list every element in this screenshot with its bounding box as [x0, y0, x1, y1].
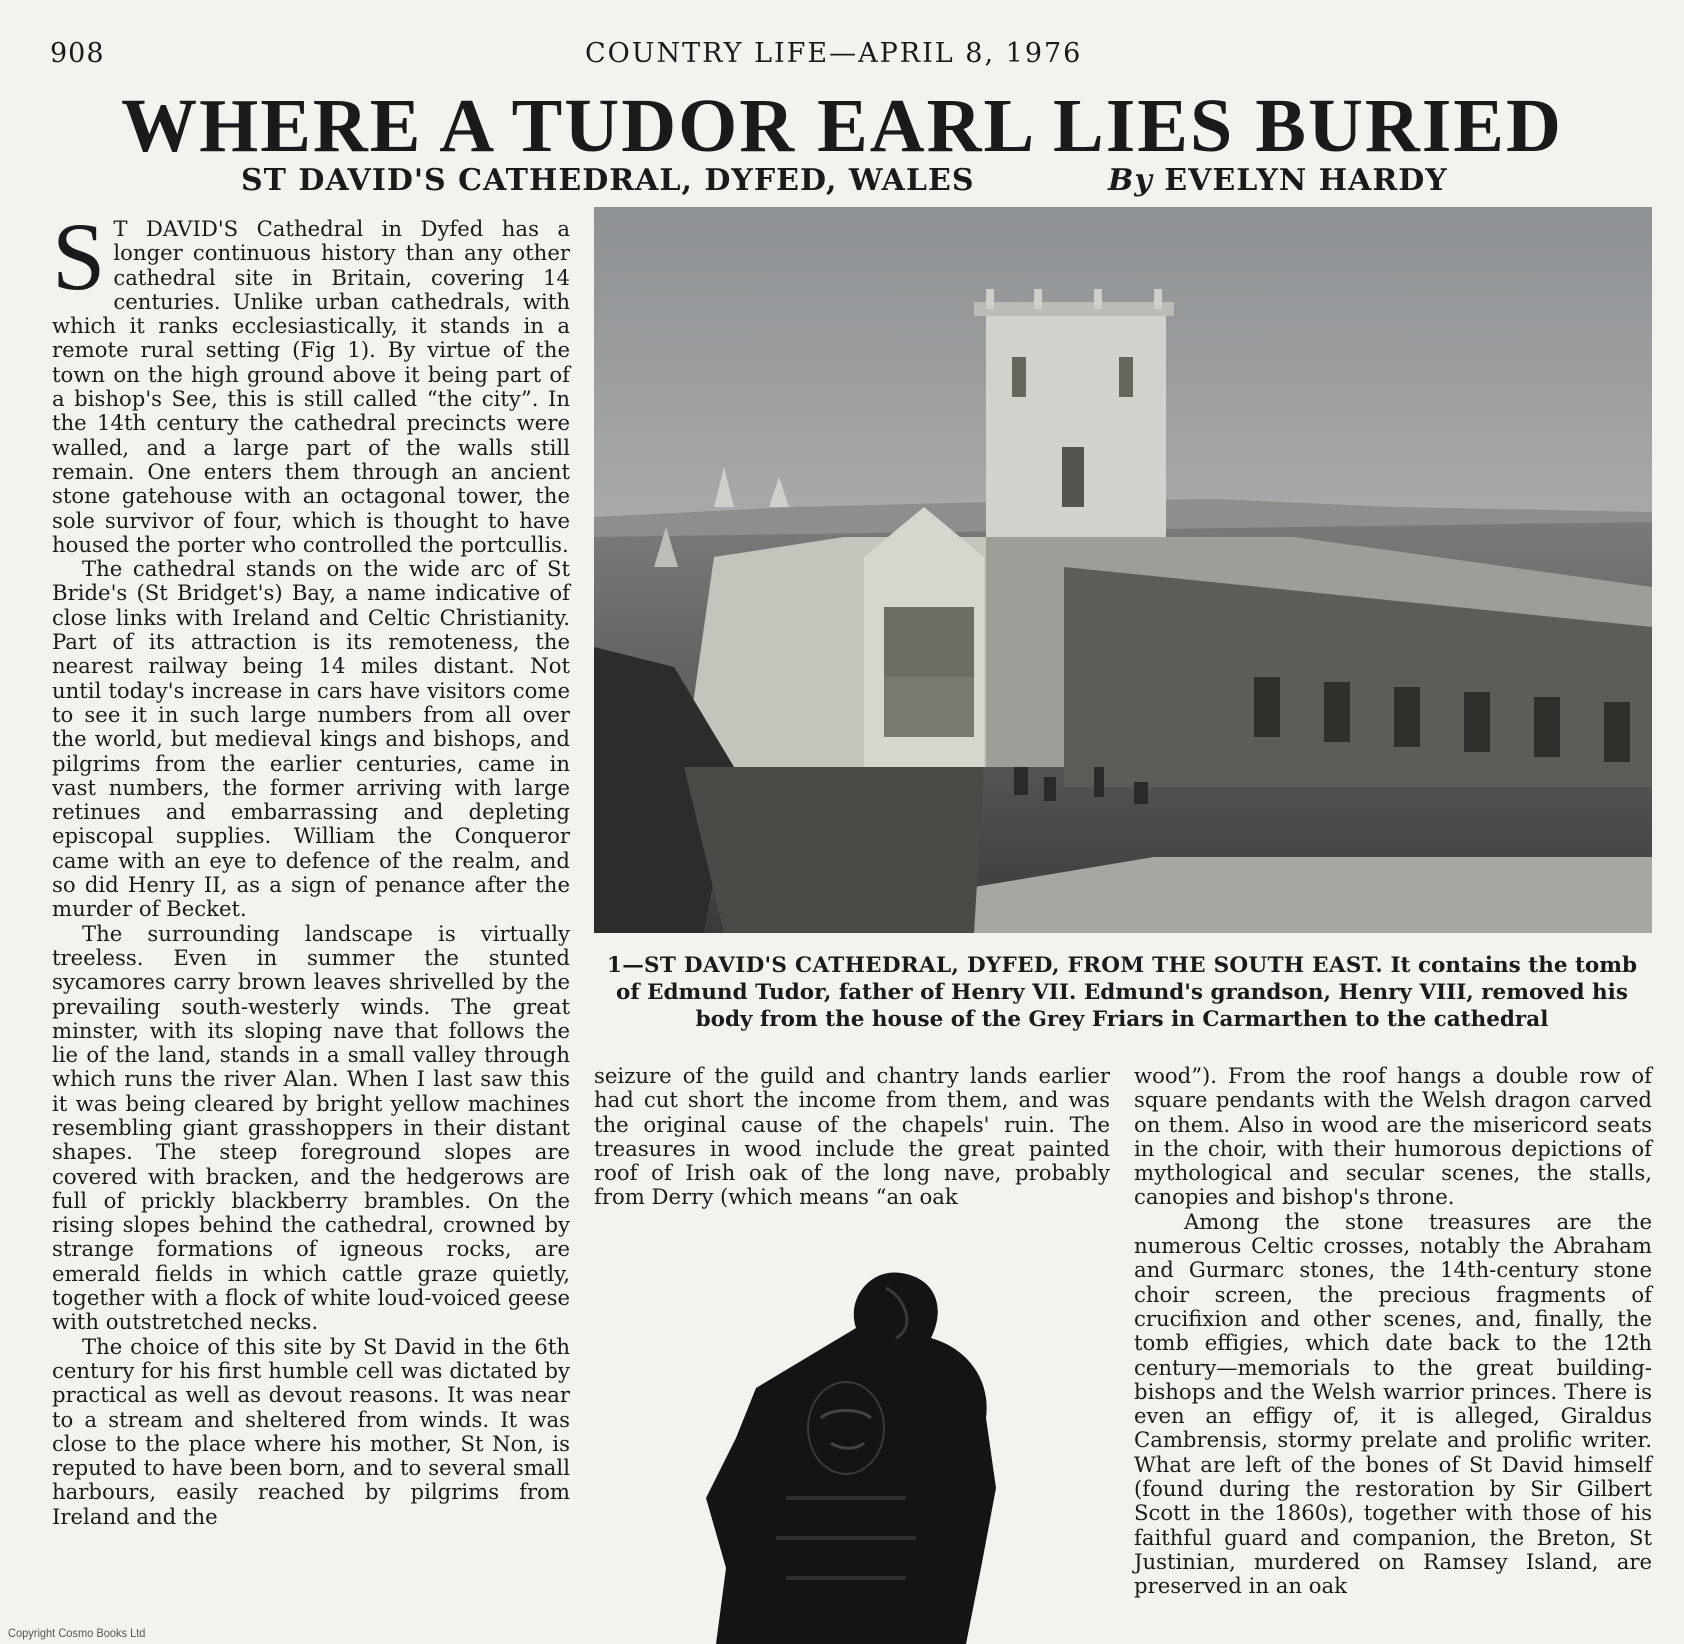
cathedral-photo — [594, 207, 1652, 933]
byline-author: EVELYN HARDY — [1164, 163, 1448, 198]
cathedral-illustration — [594, 207, 1652, 933]
drop-cap: S — [52, 203, 106, 310]
copyright-watermark: Copyright Cosmo Books Ltd — [8, 1626, 146, 1640]
paragraph — [52, 203, 570, 557]
byline — [1108, 163, 1448, 198]
paragraph-text: T DAVID'S Cathedral in Dyfed has a longer continuous history than any other cathedral site in Britain, covering 14 centuries. Unlike urban cathedrals, with which it ranks ecclesiastically, it stands in a remote rural setting (Fig 1). By virtue of the town on the high ground above it being part of a bishop's See, this is still called “the city”. In the 14th century the cathedral precincts were walled, and a large part of the walls still remain. One enters them through an ancient stone gatehouse with an octagonal tower, the sole survivor of four, which is thought to have housed the porter who controlled the portcullis. — [52, 216, 570, 557]
caption-lead: 1—ST DAVID'S CATHEDRAL, DYFED, FROM THE SOUTH EAST. — [606, 953, 1383, 978]
paragraph: The cathedral stands on the wide arc of St Bride's (St Bridget's) Bay, a name indicative of close links with Ireland and Celtic Christianity. Part of its attraction is its remoteness, the nearest railway being 14 miles distant. Not until today's increase in cars have visitors come to see it in such large numbers from all over the world, but medieval kings and bishops, and pilgrims from the earlier centuries, came in vast numbers, the former arriving with large retinues and embarrassing and depleting episcopal supplies. William the Conqueror came with an eye to defence of the realm, and so did Henry II, as a sign of penance after the murder of Becket. — [52, 556, 570, 922]
article-column-1 — [52, 203, 570, 1529]
running-head: COUNTRY LIFE—APRIL 8, 1976 — [585, 38, 1083, 69]
paragraph: The choice of this site by St David in the 6th century for his first humble cell was dictated by practical as well as devout reasons. It was near to a stream and sheltered from winds. It was close to the place where his mother, St Non, is reputed to have been born, and to several small harbours, easily reached by pilgrims from Ireland and the — [52, 1333, 570, 1529]
article-column-2 — [594, 1064, 1110, 1210]
paragraph: wood”). From the roof hangs a double row of square pendants with the Welsh dragon carved on them. Also in wood are the misericord seats in the choir, with their humorous depictions of mythological and secular scenes, the stalls, canopies and bishop's throne. — [1134, 1063, 1652, 1210]
caption-text: It contains the tomb of Edmund Tudor, father of Henry VII. Edmund's grandson, Henry VIII, removed his body from the house of the Grey Friars in Carmarthen to the cathedral — [616, 953, 1638, 1032]
article-column-3 — [1134, 1064, 1652, 1599]
paragraph: The surrounding landscape is virtually treeless. Even in summer the stunted sycamores carry brown leaves shrivelled by the prevailing south-westerly winds. The great minster, with its sloping nave that follows the lie of the land, stands in a small valley through which runs the river Alan. When I last saw this it was being cleared by bright yellow machines resembling giant grasshoppers in their distant shapes. The steep foreground slopes are covered with bracken, and the hedgerows are full of prickly blackberry brambles. On the rising slopes behind the cathedral, crowned by strange formations of igneous rocks, are emerald fields in which cattle graze quietly, together with a flock of white loud-voiced geese with outstretched necks. — [52, 920, 570, 1335]
brass-figure-illustration — [696, 1268, 1056, 1644]
subtitle: ST DAVID'S CATHEDRAL, DYFED, WALES — [241, 163, 975, 198]
byline-by: By — [1108, 163, 1153, 198]
paragraph: seizure of the guild and chantry lands earlier had cut short the income from them, and was the original cause of the chapels' ruin. The treasures in wood include the great painted roof of Irish oak of the long nave, probably from Derry (which means “an oak — [594, 1063, 1110, 1210]
page-number: 908 — [50, 38, 105, 69]
page-header — [50, 38, 1650, 78]
headline: WHERE A TUDOR EARL LIES BURIED — [121, 84, 1563, 168]
tomb-brass-image — [696, 1268, 1056, 1644]
subhead-row — [0, 163, 1684, 203]
paragraph: Among the stone treasures are the numerous Celtic crosses, notably the Abraham and Gurmarc stones, the 14th-century stone choir screen, the precious fragments of crucifixion and other scenes, and, finally, the tomb effigies, which date back to the 12th century—memorials to the great building-bishops and the Welsh warrior princes. There is even an effigy of, it is alleged, Giraldus Cambrensis, stormy prelate and prolific writer. What are left of the bones of St David himself (found during the restoration by Sir Gilbert Scott in the 1860s), together with those of his faithful guard and companion, the Breton, St Justinian, murdered on Ramsey Island, are preserved in an oak — [1134, 1208, 1652, 1599]
photo-caption — [592, 952, 1652, 1033]
